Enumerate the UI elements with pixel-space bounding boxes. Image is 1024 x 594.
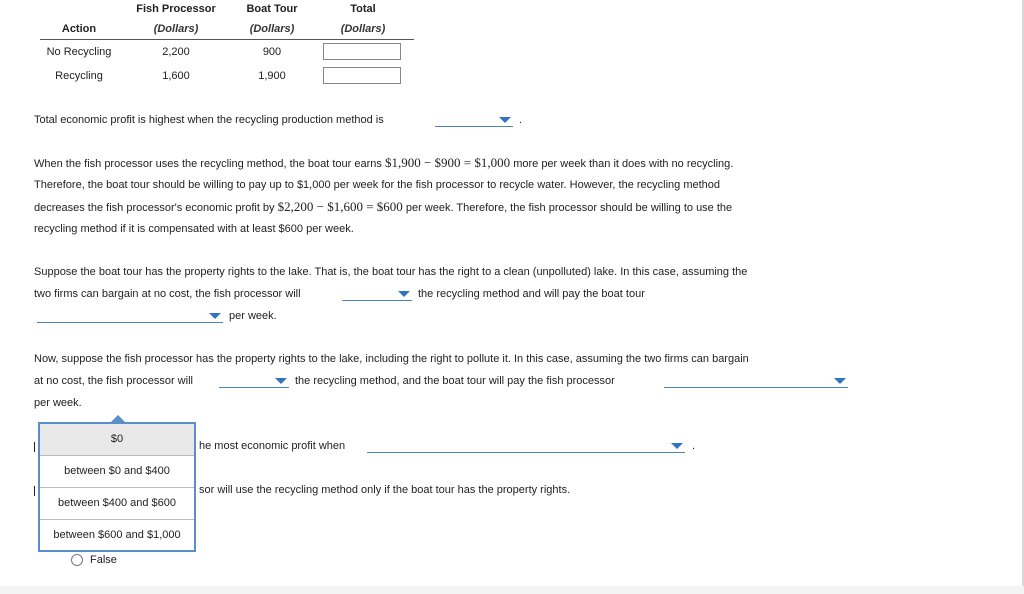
option-item[interactable]: between $400 and $600 [40,488,194,520]
row-label: No Recycling [46,46,112,58]
option-item[interactable]: $0 [40,424,194,456]
q3-line-2b: the recycling method, and the boat tour will pay the fish processor [295,375,615,387]
chevron-down-icon [398,291,410,297]
chevron-down-icon [671,443,683,449]
explanation-text: more per week than it does with no recycling. [510,158,734,170]
q4-dropdown[interactable] [367,440,685,453]
boat-value: 900 [262,46,282,58]
explanation-line-1 [34,156,733,171]
header-boat-unit: (Dollars) [249,23,295,35]
q3-line-1: Now, suppose the fish processor has the property rights to the lake, including the right to pollute it. In this case, assuming the two firms can bargain [34,353,749,365]
hidden-text-edge [34,486,35,496]
q2-action-dropdown[interactable] [342,288,412,301]
radio-false-label: False [90,554,117,566]
q3-action-dropdown[interactable] [219,375,289,388]
row-label: Recycling [55,70,103,82]
q4-text: he most economic profit when [199,440,346,452]
hidden-text-edge [34,442,35,452]
chevron-down-icon [834,378,846,384]
explanation-math: $2,200 − $1,600 = $600 [277,199,403,214]
header-total-top: Total [350,3,376,15]
chevron-down-icon [275,378,287,384]
radio-false[interactable] [71,554,83,566]
q2-payment-dropdown[interactable] [37,310,223,323]
fish-value: 2,200 [162,46,190,58]
header-action: Action [61,23,97,35]
header-boat-top: Boat Tour [246,3,298,15]
explanation-line-3 [34,200,732,215]
dropdown-options-list[interactable] [38,422,196,552]
header-fish-unit: (Dollars) [153,23,199,35]
q3-line-3: per week. [34,397,82,409]
explanation-line-2: Therefore, the boat tour should be willing to pay up to $1,000 per week for the fish processor to recycle water. However, the recycling method [34,179,721,191]
chevron-down-icon [209,313,221,319]
explanation-math: $1,900 − $900 = $1,000 [384,155,511,170]
explanation-line-4: recycling method if it is compensated with at least $600 per week. [34,223,354,235]
q3-line-2a: at no cost, the fish processor will [34,375,193,387]
q1-method-dropdown[interactable] [435,114,513,127]
chevron-down-icon [499,117,511,123]
q2-line-3: per week. [229,310,277,322]
bottom-edge [0,586,1024,594]
popup-caret [111,415,125,422]
q4-suffix: . [692,440,696,452]
fish-value: 1,600 [162,70,190,82]
option-item[interactable]: between $600 and $1,000 [53,529,181,541]
total-input-recycling[interactable] [323,67,401,84]
header-rule [40,39,414,40]
header-fish-top: Fish Processor [136,3,216,15]
q5-text: sor will use the recycling method only if the boat tour has the property rights. [199,484,571,496]
boat-value: 1,900 [258,70,286,82]
explanation-text: per week. Therefore, the fish processor should be willing to use the [402,202,733,214]
q1-suffix: . [519,114,523,126]
q3-payment-dropdown[interactable] [664,375,848,388]
header-total-unit: (Dollars) [340,23,386,35]
q1-text: Total economic profit is highest when the recycling production method is [34,114,384,126]
total-input-no-recycling[interactable] [323,43,401,60]
explanation-text: When the fish processor uses the recycling method, the boat tour earns [34,158,385,170]
option-item[interactable]: between $0 and $400 [40,456,194,488]
q2-line-2b: the recycling method and will pay the boat tour [418,288,645,300]
q2-line-2a: two firms can bargain at no cost, the fish processor will [34,288,301,300]
explanation-text: decreases the fish processor's economic profit by [34,202,278,214]
q2-line-1: Suppose the boat tour has the property rights to the lake. That is, the boat tour has the right to a clean (unpolluted) lake. In this case, assuming the [34,266,748,278]
